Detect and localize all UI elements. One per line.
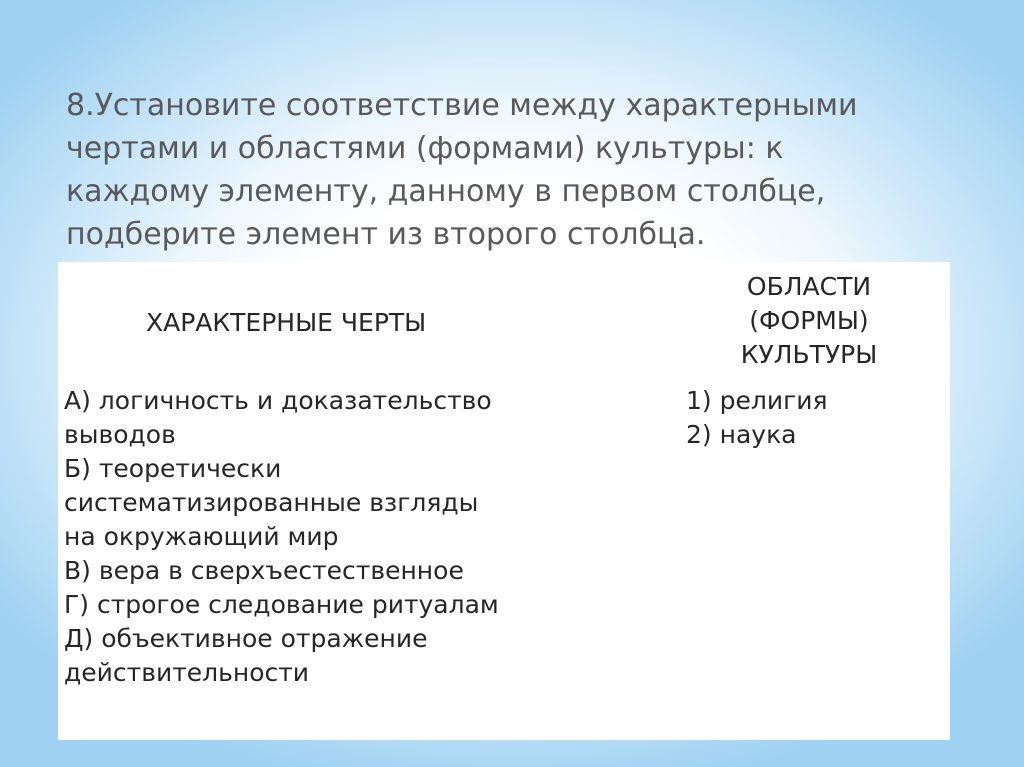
column-header-features: ХАРАКТЕРНЫЕ ЧЕРТЫ — [146, 308, 427, 337]
features-list — [64, 384, 499, 690]
feature-item-v: В) вера в сверхъестественное — [64, 556, 464, 585]
question-text: 8.Установите соответствие между характерными чертами и областями (формами) культуры: к каждому элементу, данному в первом столбце, подберите элемент из второго столбца. — [66, 88, 858, 252]
domain-item-science: 2) наука — [686, 420, 797, 449]
matching-table — [58, 262, 950, 740]
column-header-culture-domains: ОБЛАСТИ (ФОРМЫ) КУЛЬТУРЫ — [740, 272, 878, 369]
feature-item-b: Б) теоретически систематизированные взгляды на окружающий мир — [64, 454, 479, 551]
feature-item-d: Д) объективное отражение действительности — [64, 624, 428, 687]
feature-item-g: Г) строгое следование ритуалам — [64, 590, 499, 619]
feature-item-a: А) логичность и доказательство выводов — [64, 386, 492, 449]
domain-item-religion: 1) религия — [686, 386, 828, 415]
culture-domains-list — [686, 384, 828, 452]
